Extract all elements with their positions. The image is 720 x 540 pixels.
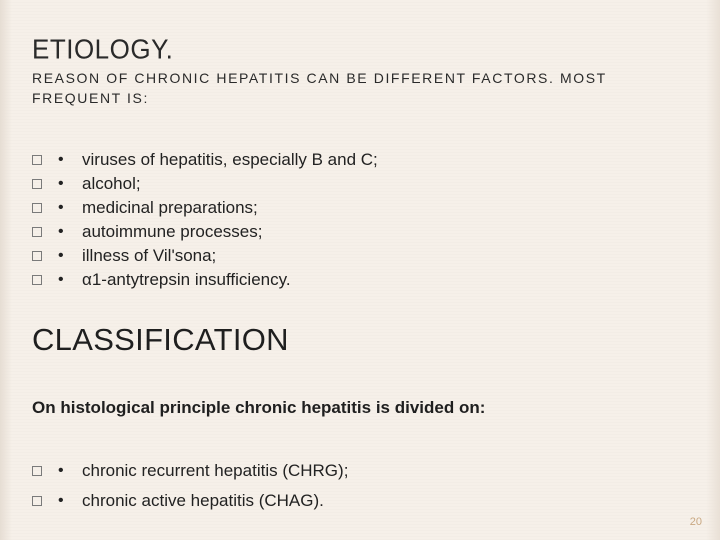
bullet-icon: • — [58, 492, 64, 509]
cause-text: viruses of hepatitis, especially B and C; — [82, 150, 378, 169]
classification-text: chronic active hepatitis (CHAG). — [82, 491, 324, 510]
bullet-icon: • — [58, 223, 64, 240]
right-edge-shade — [706, 0, 720, 540]
left-edge-shade — [0, 0, 12, 540]
classification-text: chronic recurrent hepatitis (CHRG); — [82, 461, 349, 480]
checkbox-bullet-icon — [32, 251, 42, 261]
slide-title: ETIOLOGY. — [32, 33, 174, 65]
checkbox-bullet-icon — [32, 203, 42, 213]
checkbox-bullet-icon — [32, 227, 42, 237]
bullet-icon: • — [58, 271, 64, 288]
cause-text: illness of Vil'sona; — [82, 246, 217, 265]
bullet-icon: • — [58, 199, 64, 216]
bullet-icon: • — [58, 247, 64, 264]
checkbox-bullet-icon — [32, 179, 42, 189]
slide-subtitle: REASON OF CHRONIC HEPATITIS CAN BE DIFFERENT FACTORS. MOST FREQUENT IS: — [32, 70, 607, 106]
cause-text: autoimmune processes; — [82, 222, 263, 241]
bullet-icon: • — [58, 462, 64, 479]
page-number: 20 — [689, 516, 702, 528]
classification-heading: CLASSIFICATION — [32, 322, 289, 357]
classification-intro: On histological principle chronic hepatitis is divided on: — [32, 398, 486, 417]
checkbox-bullet-icon — [32, 466, 42, 476]
bullet-icon: • — [58, 151, 64, 168]
cause-text: medicinal preparations; — [82, 198, 258, 217]
cause-text: α1-antytrepsin insufficiency. — [82, 270, 291, 289]
cause-text: alcohol; — [82, 174, 141, 193]
bullet-icon: • — [58, 175, 64, 192]
checkbox-bullet-icon — [32, 155, 42, 165]
checkbox-bullet-icon — [32, 496, 42, 506]
checkbox-bullet-icon — [32, 275, 42, 285]
